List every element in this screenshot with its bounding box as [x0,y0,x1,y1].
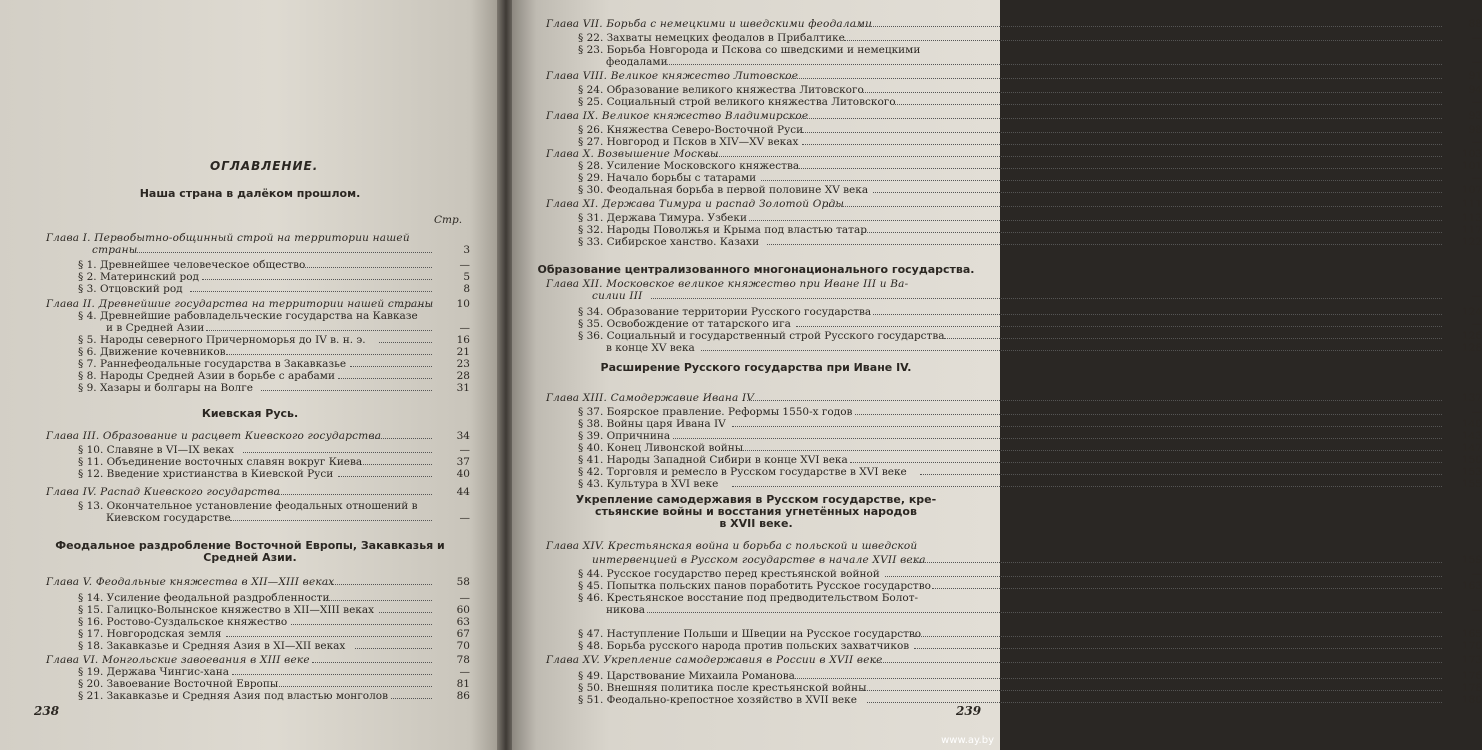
toc-page-number: 163 [1461,580,1482,592]
toc-page-number: — [459,444,470,456]
toc-line: никова [606,604,646,616]
toc-page-number: 107 [1461,184,1482,196]
toc-page-number: 159 [1461,554,1482,566]
dot-leader [355,648,432,649]
toc-line: в XVII веке. [719,517,793,530]
dot-leader [944,338,1442,339]
toc-page-number: 165 [1461,628,1482,640]
dot-leader [276,494,432,495]
dot-leader [914,636,1442,637]
toc-line: § 15. Галицко-Волынское княжество в XII—XIII веках [78,604,375,616]
toc-page-number: 86 [456,690,470,702]
toc-line: § 12. Введение христианства в Киевской Руси [78,468,334,480]
dot-leader [665,64,1442,65]
toc-page-number: 147 [1461,442,1482,454]
toc-page-number: — [1471,318,1482,330]
right-page [512,0,1482,750]
dot-leader [226,354,432,355]
toc-line: Глава VIII. Великое княжество Литовское [546,70,799,82]
toc-line: § 14. Усиление феодальной раздробленности [78,592,330,604]
dot-leader [732,426,1443,427]
dot-leader [932,588,1442,589]
dot-leader [647,612,1442,613]
toc-line: § 40. Конец Ливонской войны [578,442,744,454]
dot-leader [788,118,1442,119]
dot-leader [853,26,1442,27]
toc-page-number: 137 [1461,392,1482,404]
toc-line: § 31. Держава Тимура. Узбеки [578,212,747,224]
dot-leader [796,168,1442,169]
toc-line: § 39. Опричнина [578,430,671,442]
dot-leader [732,486,1443,487]
toc-line: § 36. Социальный и государственный строй Русского государства [578,330,945,342]
dot-leader [749,220,1442,221]
dot-leader [705,156,1442,157]
toc-page-number: 58 [456,576,470,588]
toc-line: § 19. Держава Чингис-хана [78,666,230,678]
dot-leader [338,476,432,477]
dot-leader [202,279,432,280]
dot-leader [651,298,1442,299]
dot-leader [796,326,1442,327]
toc-page-number: 180 [1461,694,1482,706]
dot-leader [861,92,1442,93]
dot-leader [767,244,1442,245]
toc-line: § 44. Русское государство перед крестьянской войной [578,568,880,580]
toc-title: ОГЛАВЛЕНИЕ. [210,159,319,173]
dot-leader [844,40,1442,41]
toc-page-number: 34 [456,430,470,442]
watermark-text: www.ay.by [941,735,994,746]
dot-leader [230,520,432,521]
toc-line: § 35. Освобождение от татарского ига [578,318,791,330]
page-column-label: Стр. [434,214,463,226]
page-number-right: 239 [956,704,982,718]
toc-line: § 5. Народы северного Причерноморья до IV в. н. э. [78,334,366,346]
toc-page-number: 78 [456,654,470,666]
toc-line: § 18. Закавказье и Средняя Азия в XI—XII веках [78,640,346,652]
dot-leader [371,438,432,439]
toc-line: Глава XIV. Крестьянская война и борьба с польской и шведской [546,540,918,552]
toc-line: Глава III. Образование и расцвет Киевского государства [46,430,382,442]
dot-leader [361,464,432,465]
left-page [0,0,500,750]
toc-line: § 13. Окончательное установление феодальных отношений в [78,500,418,512]
dot-leader [379,342,432,343]
toc-line: § 33. Сибирское ханство. Казахи [578,236,760,248]
toc-page-number: — [459,322,470,334]
dot-leader [911,562,1442,563]
toc-line: § 25. Социальный строй великого княжества Литовского [578,96,896,108]
toc-page-number: 23 [456,358,470,370]
dot-leader [190,291,432,292]
dot-leader [673,438,1443,439]
toc-line: § 6. Движение кочевников [78,346,226,358]
toc-page-number: 31 [456,382,470,394]
toc-line: Глава XI. Держава Тимура и распад Золотой Орды [546,198,845,210]
toc-line: Глава XII. Московское великое княжество при Иване III и Ва- [546,278,909,290]
toc-page-number: 124 [1461,306,1482,318]
toc-line: § 10. Славяне в VI—IX веках [78,444,234,456]
dot-leader [391,698,432,699]
toc-line: феодалами [606,56,668,68]
toc-line: Глава I. Первобытно-общинный строй на территории нашей [46,232,410,244]
dot-leader [782,78,1442,79]
toc-line: § 9. Хазары и болгары на Волге [78,382,253,394]
toc-page-number: 94 [1468,84,1482,96]
dot-leader [302,267,432,268]
toc-line: страны [92,244,138,256]
toc-line: § 43. Культура в XVI веке [578,478,719,490]
toc-page-number: 176 [1461,670,1482,682]
dot-leader [261,390,432,391]
dot-leader [855,414,1442,415]
toc-line: § 27. Новгород и Псков в XIV—XV веках [578,136,799,148]
toc-line: § 50. Внешняя политика после крестьянской войны [578,682,867,694]
toc-page-number: 117 [1461,224,1482,236]
toc-page-number: — [1471,56,1482,68]
dot-leader [232,674,433,675]
toc-page-number: — [459,512,470,524]
toc-line: Образование централизованного многонационального государства. [537,263,975,276]
toc-page-number: 113 [1461,212,1482,224]
dot-leader [802,144,1442,145]
dot-leader [802,132,1442,133]
toc-line: § 16. Ростово-Суздальское княжество [78,616,288,628]
toc-line: § 1. Древнейшее человеческое общество [78,259,306,271]
dot-leader [323,584,432,585]
toc-page-number: 60 [456,604,470,616]
toc-page-number: 28 [456,370,470,382]
toc-page-number: 101 [1461,160,1482,172]
toc-page-number: 111 [1461,198,1482,210]
dot-leader [920,474,1442,475]
dot-leader [743,450,1442,451]
toc-page-number: — [1471,32,1482,44]
toc-line: Глава VI. Монгольские завоевания в XIII веке [46,654,310,666]
toc-page-number: 70 [456,640,470,652]
toc-page-number: 122 [1461,236,1482,248]
toc-page-number: 67 [456,628,470,640]
toc-line: § 3. Отцовский род [78,283,183,295]
toc-line: Глава XV. Укрепление самодержавия в России в XVII веке [546,654,883,666]
toc-line: § 41. Народы Западной Сибири в конце XVI века [578,454,848,466]
dot-leader [873,192,1442,193]
toc-page-number: 91 [1468,70,1482,82]
dot-leader [279,686,432,687]
toc-page-number: 178 [1461,682,1482,694]
toc-page-number: 37 [456,456,470,468]
toc-line: § 51. Феодально-крепостное хозяйство в XVII веке [578,694,857,706]
toc-line: § 21. Закавказье и Средняя Азия под властью монголов [78,690,389,702]
toc-line: § 20. Завоевание Восточной Европы [78,678,279,690]
toc-page-number: — [1471,406,1482,418]
toc-line: § 22. Захваты немецких феодалов в Прибалтике [578,32,845,44]
toc-page-number: — [459,666,470,678]
toc-page-number: 10 [456,298,470,310]
toc-page-number: 103 [1461,148,1482,160]
toc-line: § 45. Попытка польских панов поработить Русское государство [578,580,931,592]
toc-line: § 37. Боярское правление. Реформы 1550-х годов [578,406,853,418]
toc-page-number: — [1471,568,1482,580]
toc-line: § 34. Образование территории Русского государства [578,306,872,318]
toc-page-number: 88 [1468,18,1482,30]
toc-line: § 30. Феодальная борьба в первой половине XV века [578,184,869,196]
dot-leader [206,330,432,331]
toc-line: § 42. Торговля и ремесло в Русском государстве в XVI веке [578,466,907,478]
toc-line: Глава IX. Великое княжество Владимирское [546,110,809,122]
toc-line: стьянские войны и восстания угнетённых народов [595,505,917,518]
toc-line: § 49. Царствование Михаила Романова [578,670,795,682]
toc-line: Киевская Русь. [201,407,299,420]
dot-leader [873,314,1442,315]
toc-line: § 17. Новгородская земля [78,628,222,640]
toc-line: Расширение Русского государства при Иване IV. [600,361,912,374]
toc-line: § 24. Образование великого княжества Литовского [578,84,864,96]
toc-line: § 32. Народы Поволжья и Крыма под властью татар [578,224,867,236]
toc-line: § 11. Объединение восточных славян вокруг Киева [78,456,363,468]
toc-line: Средней Азии. [203,551,297,564]
toc-line: § 23. Борьба Новгорода и Пскова со шведскими и немецкими [578,44,921,56]
toc-line: интервенцией в Русском государстве в начале XVII века [592,554,926,566]
toc-line: Глава V. Феодальные княжества в XII—XIII веках [46,576,335,588]
dot-leader [791,678,1443,679]
dot-leader [861,690,1442,691]
toc-page-number: 170 [1461,640,1482,652]
toc-page-number: 128 [1461,342,1482,354]
toc-line: § 38. Войны царя Ивана IV [578,418,726,430]
toc-page-number: 143 [1461,430,1482,442]
dot-leader [243,452,432,453]
toc-page-number: 153 [1461,466,1482,478]
dot-leader [861,232,1442,233]
toc-page-number: — [1471,96,1482,108]
dot-leader [350,366,433,367]
toc-line: § 46. Крестьянское восстание под предводительством Болот- [578,592,919,604]
toc-line: § 8. Народы Средней Азии в борьбе с арабами [78,370,335,382]
dot-leader [226,636,432,637]
toc-line: Глава IV. Распад Киевского государства [46,486,281,498]
toc-line: § 48. Борьба русского народа против польских захватчиков [578,640,910,652]
toc-line: § 28. Усиление Московского княжества [578,160,800,172]
dot-leader [291,624,433,625]
dot-leader [133,252,432,253]
toc-page-number: 98 [1468,124,1482,136]
toc-line: и в Средней Азии [106,322,205,334]
dot-leader [761,180,1442,181]
dot-leader [400,306,432,307]
toc-line: § 4. Древнейшие рабовладельческие государства на Кавказе [78,310,418,322]
toc-page-number: — [459,592,470,604]
toc-line: Глава VII. Борьба с немецкими и шведскими феодалами [546,18,873,30]
page-number-left: 238 [34,704,60,718]
toc-page-number: — [1471,604,1482,616]
toc-page-number: — [1471,172,1482,184]
toc-page-number: 126 [1461,330,1482,342]
toc-page-number: — [459,259,470,271]
toc-line: Укрепление самодержавия в Русском государстве, кре- [575,493,937,506]
dot-leader [338,378,432,379]
dot-leader [914,648,1442,649]
dot-leader [850,462,1443,463]
toc-page-number: 44 [456,486,470,498]
toc-page-number: 93 [1468,110,1482,122]
dot-leader [379,612,432,613]
toc-line: § 29. Начало борьбы с татарами [578,172,757,184]
toc-page-number: 140 [1461,418,1482,430]
dot-leader [326,600,432,601]
toc-page-number: 81 [456,678,470,690]
dot-leader [871,662,1442,663]
toc-line: § 26. Княжества Северо-Восточной Руси [578,124,804,136]
toc-page-number: 8 [463,283,470,295]
toc-line: в конце XV века [606,342,695,354]
dot-leader [747,400,1442,401]
toc-line: Феодальное раздробление Восточной Европы, Закавказья и [55,539,445,552]
toc-page-number: 21 [456,346,470,358]
toc-page-number: 16 [456,334,470,346]
toc-line: Киевском государстве [106,512,231,524]
dot-leader [312,662,432,663]
dot-leader [701,350,1443,351]
toc-page-number: — [1471,136,1482,148]
toc-page-number: 40 [456,468,470,480]
toc-line: § 2. Материнский род [78,271,199,283]
toc-page-number: 150 [1461,454,1482,466]
toc-page-number: 63 [456,616,470,628]
toc-line: § 47. Наступление Польши и Швеции на Русское государство [578,628,922,640]
toc-line: силии III [592,290,643,302]
toc-line: Глава XIII. Самодержавие Ивана IV [546,392,755,404]
toc-page-number: 3 [463,244,470,256]
dot-leader [823,206,1442,207]
dot-leader [891,104,1442,105]
toc-line: Наша страна в далёком прошлом. [139,187,361,200]
toc-line: Глава X. Возвышение Москвы [546,148,719,160]
toc-page-number: 173 [1461,654,1482,666]
dot-leader [867,702,1442,703]
toc-line: Глава II. Древнейшие государства на территории нашей страны [46,298,434,310]
toc-page-number: 5 [463,271,470,283]
toc-line: § 7. Раннефеодальные государства в Закавказье [78,358,347,370]
toc-page-number: — [1471,290,1482,302]
toc-page-number: 155 [1461,478,1482,490]
dot-leader [885,576,1442,577]
